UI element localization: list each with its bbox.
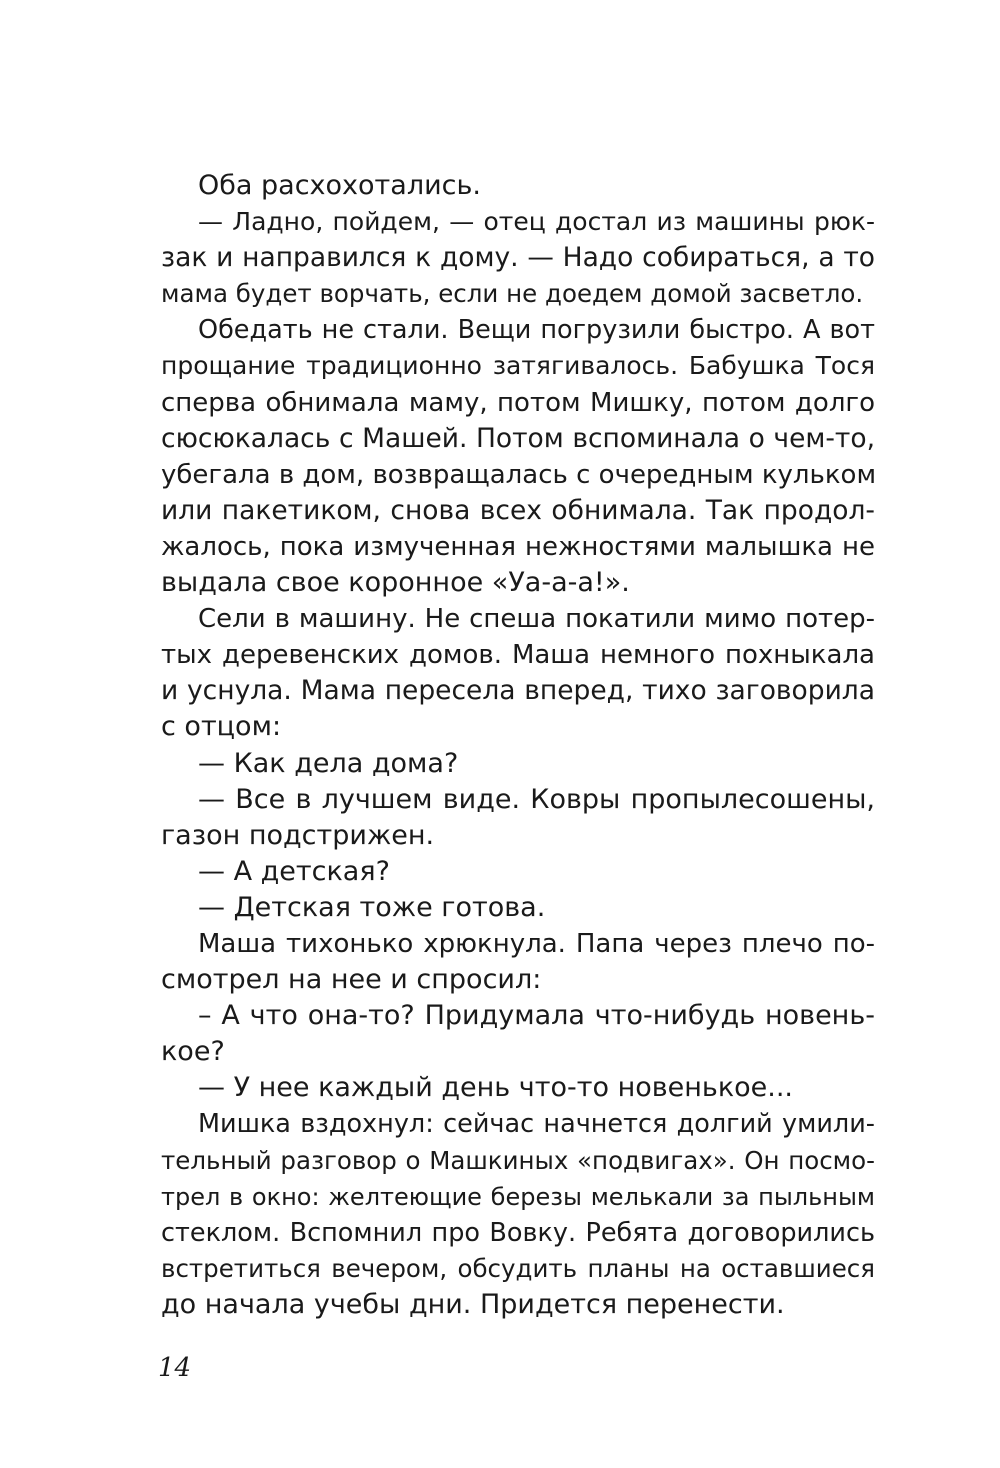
text-line: мама будет ворчать, если не доедем домой засветло. [161, 279, 864, 309]
page-number: 14 [158, 1353, 192, 1383]
text-line: тых деревенских домов. Маша немного похныкала [161, 640, 875, 671]
text-line: Маша тихонько хрюкнула. Папа через плечо по- [198, 928, 875, 959]
text-line: тельный разговор о Машкиных «подвигах». Он посмо- [161, 1145, 875, 1175]
text-line: с отцом: [161, 711, 282, 743]
text-line: — А детская? [198, 855, 390, 887]
text-line: выдала свое коронное «Уа-а-а!». [161, 567, 630, 599]
text-line: Мишка вздохнул: сейчас начнется долгий умили- [198, 1109, 875, 1140]
text-line: — У нее каждый день что-то новенькое... [198, 1072, 794, 1104]
text-line: или пакетиком, снова всех обнимала. Так продол- [161, 494, 875, 526]
text-line: — Детская тоже готова. [198, 891, 546, 923]
text-line: встретиться вечером, обсудить планы на оставшиеся [161, 1253, 875, 1283]
text-line: Обедать не стали. Вещи погрузили быстро. А вот [198, 315, 875, 346]
body-text [161, 168, 875, 1323]
text-line: – А что она-то? Придумала что-нибудь новень- [198, 1000, 875, 1032]
text-line: трел в окно: желтеющие березы мелькали за пыльным [161, 1182, 875, 1211]
text-line: до начала учебы дни. Придется перенести. [161, 1288, 785, 1320]
text-line: и уснула. Мама пересела вперед, тихо заговорила [161, 675, 875, 707]
text-line: Сели в машину. Не спеша покатили мимо потер- [198, 604, 875, 635]
text-line: — Как дела дома? [198, 747, 459, 779]
text-line: — Ладно, пойдем, — отец достал из машины рюк- [198, 207, 875, 237]
text-line: сюсюкалась с Машей. Потом вспоминала о чем-то, [161, 422, 875, 454]
text-line: Оба расхохотались. [198, 170, 481, 201]
text-line: зак и направился к дому. — Надо собираться, а то [161, 242, 875, 274]
text-line: кое? [161, 1036, 225, 1068]
text-line: стеклом. Вспомнил про Вовку. Ребята договорились [161, 1217, 875, 1248]
text-line: сперва обнимала маму, потом Мишку, потом долго [161, 387, 875, 418]
text-line: жалось, пока измученная нежностями малышка не [161, 531, 875, 562]
text-line: убегала в дом, возвращалась с очередным кульком [161, 459, 877, 490]
text-line: смотрел на нее и спросил: [161, 964, 542, 996]
text-line: — Все в лучшем виде. Ковры пропылесошены, [198, 783, 875, 815]
text-line: газон подстрижен. [161, 819, 435, 851]
text-line: прощание традиционно затягивалось. Бабушка Тося [161, 351, 875, 381]
